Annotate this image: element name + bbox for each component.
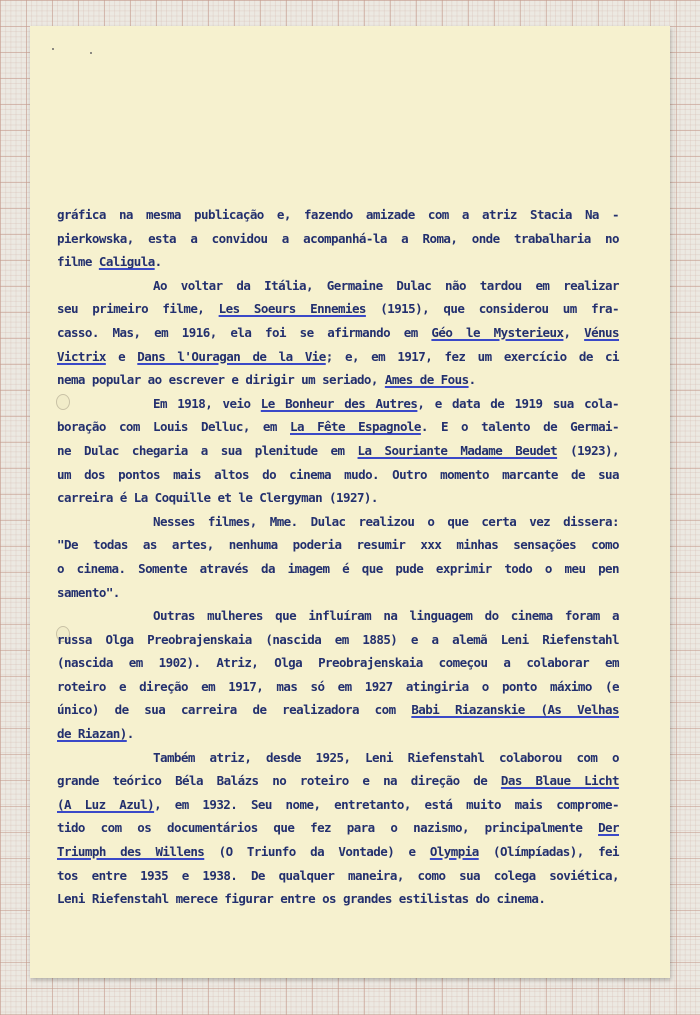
- text-run: Ao voltar da Itália, Germaine Dulac não tardou em realizar: [153, 277, 619, 293]
- underlined-film-title: Babi Riazanskie (As Velhas: [411, 702, 619, 718]
- text-line: [57, 463, 619, 487]
- text-line: [57, 486, 619, 510]
- text-run: nema popular ao escrever e dirigir um seriado,: [57, 372, 385, 388]
- text-line: [57, 439, 619, 463]
- text-run: único) de sua carreira de realizadora com: [57, 702, 412, 718]
- text-run: "De todas as artes, nenhuma poderia resumir xxx minhas sensações como: [57, 537, 619, 553]
- text-run: grande teórico Béla Balázs no roteiro e na direção de: [57, 773, 501, 789]
- text-run: boração com Louis Delluc, em: [57, 419, 290, 435]
- underlined-film-title: Das Blaue Licht: [500, 773, 620, 789]
- text-run: samento".: [57, 584, 120, 600]
- text-run: , e data de 1919 sua cola-: [417, 395, 619, 411]
- document-body: [57, 203, 619, 911]
- underlined-film-title: Ames de Fous: [384, 372, 469, 388]
- text-line: [57, 557, 619, 581]
- text-run: roteiro e direção em 1917, mas só em 1927 atingiria o ponto máximo (e: [57, 678, 619, 694]
- text-run: (O Triunfo da Vontade) e: [204, 844, 430, 860]
- underlined-film-title: Vénus: [584, 324, 620, 340]
- text-run: . E o talento de Germai-: [420, 419, 619, 435]
- underlined-film-title: Olympia: [429, 844, 479, 860]
- underlined-film-title: Victrix: [57, 348, 106, 364]
- underlined-film-title: Triumph des Willens: [57, 844, 205, 860]
- text-run: ne Dulac chegaria a sua plenitude em: [57, 442, 358, 458]
- text-run: filme: [57, 254, 99, 270]
- text-line: [57, 887, 619, 911]
- text-run: Também atriz, desde 1925, Leni Riefenstahl colaborou com o: [153, 749, 619, 765]
- text-line: [57, 604, 619, 628]
- underlined-film-title: Der: [598, 820, 619, 836]
- text-run: .: [468, 372, 476, 388]
- paper-mark: [90, 52, 92, 54]
- text-run: carreira é La Coquille et le Clergyman (1927).: [57, 490, 378, 506]
- text-run: (1915), que considerou um fra-: [365, 301, 619, 317]
- text-run: Leni Riefenstahl merece figurar entre os grandes estilistas do cinema.: [57, 891, 546, 907]
- underlined-film-title: La Fête Espagnole: [290, 419, 421, 435]
- text-run: tos entre 1935 e 1938. De qualquer maneira, como sua colega soviética,: [57, 867, 619, 883]
- text-line: [57, 203, 619, 227]
- text-line: [57, 297, 619, 321]
- text-run: (nascida em 1902). Atriz, Olga Preobrajenskaia começou a colaborar em: [57, 655, 619, 671]
- underlined-film-title: Les Soeurs Ennemies: [218, 301, 366, 317]
- text-run: .: [126, 726, 134, 742]
- text-line: [57, 816, 619, 840]
- text-line: [57, 722, 619, 746]
- underlined-film-title: Dans l'Ouragan de la Vie: [137, 348, 326, 364]
- text-line: [57, 368, 619, 392]
- text-line: [57, 651, 619, 675]
- text-line: [57, 392, 619, 416]
- text-line: [57, 746, 619, 770]
- text-line: [57, 321, 619, 345]
- text-run: seu primeiro filme,: [57, 301, 219, 317]
- text-line: [57, 769, 619, 793]
- text-line: [57, 840, 619, 864]
- text-run: , em 1932. Seu nome, entretanto, está muito mais comprome-: [154, 796, 619, 812]
- text-line: [57, 415, 619, 439]
- text-run: o cinema. Somente através da imagem é que pude exprimir todo o meu pen: [57, 560, 619, 576]
- paper-mark: [52, 48, 54, 50]
- text-line: [57, 274, 619, 298]
- underlined-film-title: (A Luz Azul): [57, 796, 155, 812]
- text-run: (1923),: [557, 442, 619, 458]
- text-line: [57, 250, 619, 274]
- underlined-film-title: La Souriante Madame Beudet: [357, 442, 558, 458]
- text-line: [57, 675, 619, 699]
- text-line: [57, 628, 619, 652]
- text-line: [57, 533, 619, 557]
- text-run: ,: [563, 324, 585, 340]
- text-run: casso. Mas, em 1916, ela foi se afirmando em: [57, 324, 432, 340]
- text-run: pierkowska, esta a convidou a acompanhá-la a Roma, onde trabalharia no: [57, 230, 619, 246]
- text-run: Em 1918, veio: [153, 395, 261, 411]
- text-run: Nesses filmes, Mme. Dulac realizou o que certa vez dissera:: [153, 513, 619, 529]
- text-run: tido com os documentários que fez para o nazismo, principalmente: [57, 820, 599, 836]
- text-line: [57, 864, 619, 888]
- underlined-film-title: Géo le Mysterieux: [431, 324, 564, 340]
- underlined-film-title: Le Bonheur des Autres: [260, 395, 418, 411]
- text-line: [57, 581, 619, 605]
- text-line: [57, 345, 619, 369]
- text-run: e: [105, 348, 138, 364]
- text-run: russa Olga Preobrajenskaia (nascida em 1885) e a alemã Leni Riefenstahl: [57, 631, 619, 647]
- text-run: ; e, em 1917, fez um exercício de ci: [325, 348, 619, 364]
- text-line: [57, 793, 619, 817]
- text-line: [57, 698, 619, 722]
- text-run: .: [154, 254, 162, 270]
- text-run: (Olímpíadas), fei: [478, 844, 619, 860]
- text-run: Outras mulheres que influíram na linguagem do cinema foram a: [153, 608, 619, 624]
- underlined-film-title: Caligula: [98, 254, 155, 270]
- underlined-film-title: de Riazan): [57, 726, 127, 742]
- text-line: [57, 227, 619, 251]
- text-line: [57, 510, 619, 534]
- text-run: um dos pontos mais altos do cinema mudo. Outro momento marcante de sua: [57, 466, 619, 482]
- text-run: gráfica na mesma publicação e, fazendo amizade com a atriz Stacia Na -: [57, 207, 619, 222]
